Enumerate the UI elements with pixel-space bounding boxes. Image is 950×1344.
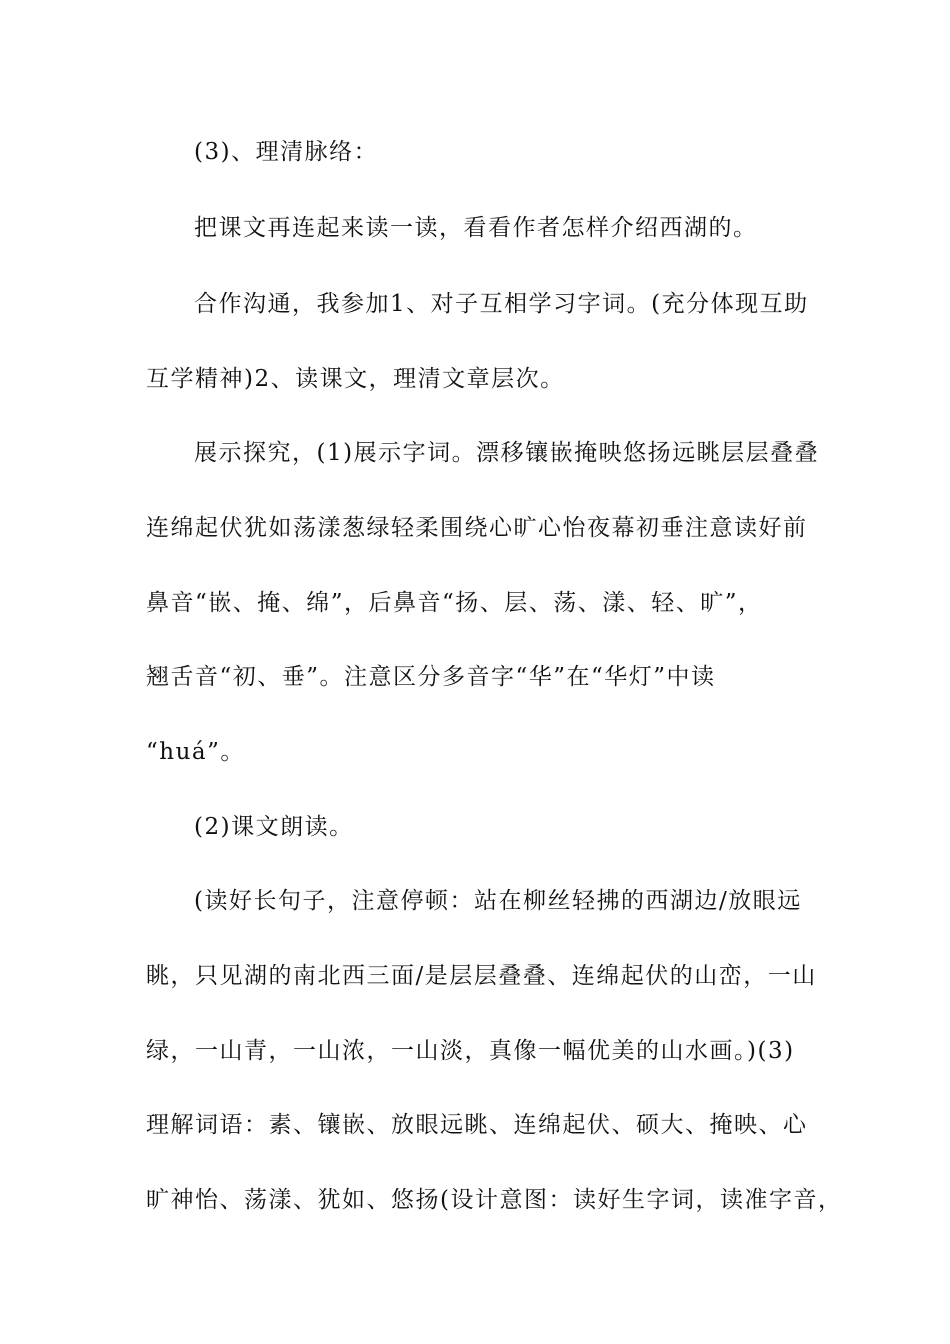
text-line-1: (3)、理清脉络： bbox=[194, 139, 379, 165]
text-line-12: 眺，只见湖的南北西三面/是层层叠叠、连绵起伏的山峦，一山 bbox=[146, 963, 817, 989]
text-line-3: 合作沟通，我参加1、对子互相学习字词。(充分体现互助 bbox=[194, 291, 809, 317]
text-line-11: (读好长句子，注意停顿：站在柳丝轻拂的西湖边/放眼远 bbox=[194, 888, 802, 914]
text-line-9: “huá”。 bbox=[146, 739, 245, 765]
text-line-6: 连绵起伏犹如荡漾葱绿轻柔围绕心旷心怡夜幕初垂注意读好前 bbox=[146, 515, 808, 541]
text-line-4: 互学精神)2、读课文，理清文章层次。 bbox=[146, 366, 565, 392]
text-line-2: 把课文再连起来读一读，看看作者怎样介绍西湖的。 bbox=[194, 215, 758, 241]
text-line-13: 绿，一山青，一山浓，一山淡，真像一幅优美的山水画。)(3) bbox=[146, 1038, 795, 1064]
text-line-7: 鼻音“嵌、掩、绵”，后鼻音“扬、层、荡、漾、轻、旷”， bbox=[146, 590, 763, 616]
text-line-14: 理解词语：素、镶嵌、放眼远眺、连绵起伏、硕大、掩映、心 bbox=[146, 1112, 808, 1138]
text-line-8: 翘舌音“初、垂”。注意区分多音字“华”在“华灯”中读 bbox=[146, 664, 716, 690]
text-line-5: 展示探究，(1)展示字词。漂移镶嵌掩映悠扬远眺层层叠叠 bbox=[194, 440, 820, 466]
text-line-15: 旷神怡、荡漾、犹如、悠扬(设计意图：读好生字词，读准字音， bbox=[146, 1187, 843, 1213]
text-line-10: (2)课文朗读。 bbox=[194, 814, 354, 840]
